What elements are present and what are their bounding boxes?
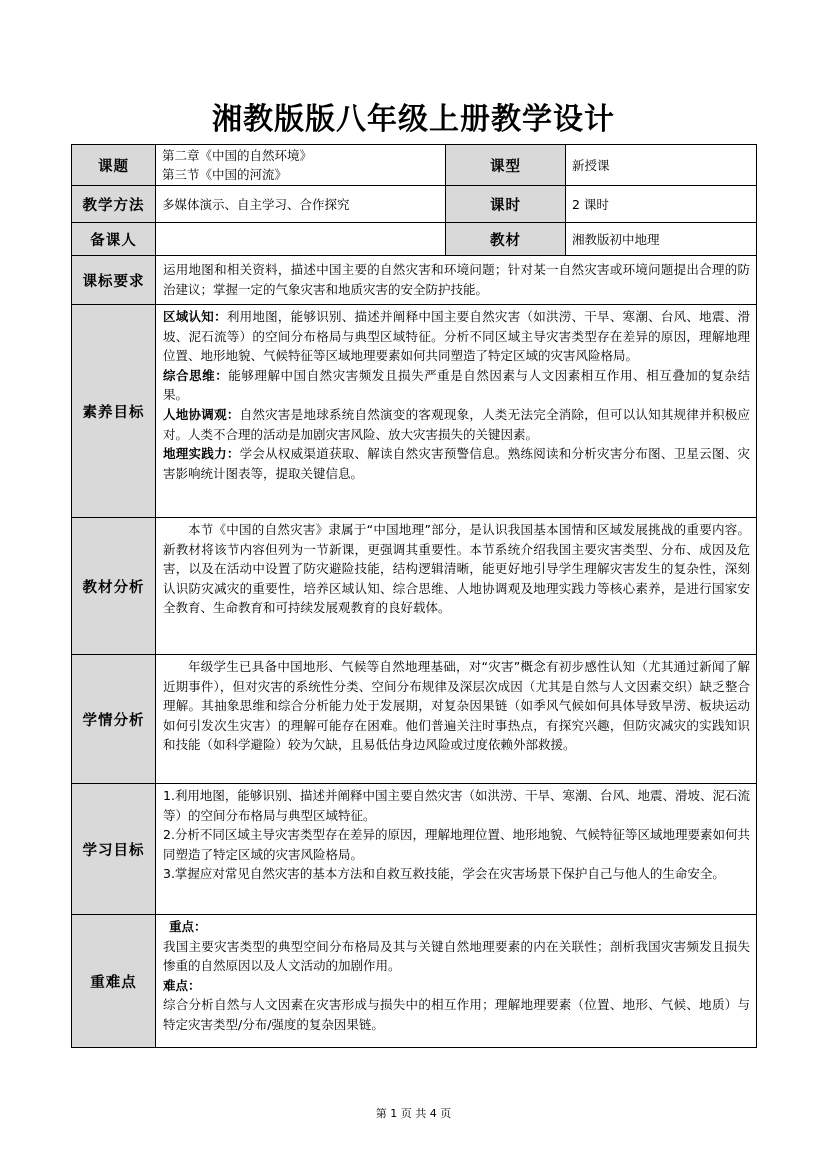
method-value: 多媒体演示、自主学习、合作探究 (156, 186, 446, 223)
hours-value: 2 课时 (566, 186, 757, 223)
literacy-item (163, 307, 750, 366)
textbook-value: 湘教版初中地理 (566, 223, 757, 256)
literacy-text: 利用地图，能够识别、描述并阐释中国主要自然灾害（如洪涝、干旱、寒潮、台风、地震、滑坡、泥石流等）的空间分布格局与典型区域特征。分析不同区域主导灾害类型存在差异的原因，理解地理位置、地形地貌、气候特征等区域地理要素如何共同塑造了特定区域的灾害风险格局。 (163, 309, 750, 364)
literacy-text: 自然灾害是地球系统自然演变的客观现象，人类无法完全消除，但可以认知其规律并积极应对。人类不合理的活动是加剧灾害风险、放大灾害损失的关键因素。 (163, 406, 750, 442)
document-title: 湘教版版八年级上册教学设计 (212, 102, 615, 137)
objective-item: 2.分析不同区域主导灾害类型存在差异的原因，理解地理位置、地形地貌、气候特征等区域地理要素如何共同塑造了特定区域的灾害风险格局。 (163, 827, 750, 862)
page-footer: 第 1 页 共 4 页 (375, 1107, 452, 1120)
key-text: 我国主要灾害类型的典型空间分布格局及其与关键自然地理要素的内在关联性；剖析我国灾害频发且损失惨重的自然原因以及人文活动的加剧作用。 (163, 938, 750, 974)
literacy-heading: 区域认知： (163, 309, 227, 324)
objective-item: 1.利用地图，能够识别、描述并阐释中国主要自然灾害（如洪涝、干旱、寒潮、台风、地震、滑坡、泥石流等）的空间分布格局与典型区域特征。 (163, 788, 750, 823)
literacy-label: 素养目标 (72, 305, 156, 518)
row-learner-analysis (72, 655, 757, 784)
topic-value (156, 145, 446, 186)
curriculum-label: 课标要求 (72, 256, 156, 305)
literacy-heading: 人地协调观： (163, 406, 240, 422)
literacy-content (156, 305, 757, 518)
literacy-item (163, 405, 750, 444)
hours-label: 课时 (446, 186, 566, 223)
row-preparer (72, 223, 757, 256)
learner-analysis-label: 学情分析 (72, 655, 156, 784)
row-key-points (72, 915, 757, 1048)
learner-analysis-text: 年级学生已具备中国地形、气候等自然地理基础，对“灾害”概念有初步感性认知（尤其通过新闻了解近期事件），但对灾害的系统性分类、空间分布规律及深层次成因（尤其是自然与人文因素交织）缺乏整合理解。其抽象思维和综合分析能力处于发展期，对复杂因果链（如季风气候如何具体导致旱涝、板块运动如何引发次生灾害）的理解可能存在困难。他们普遍关注时事热点，有探究兴趣，但防灾减灾的实践知识和技能（如科学避险）较为欠缺，且易低估身边风险或过度依赖外部救援。 (163, 659, 750, 753)
topic-section: 第三节《中国的河流》 (162, 167, 288, 182)
key-points-label: 重难点 (72, 915, 156, 1048)
topic-label: 课题 (72, 145, 156, 186)
objectives-label: 学习目标 (72, 784, 156, 915)
textbook-analysis-cell (156, 518, 757, 655)
row-topic (72, 145, 757, 186)
topic-chapter: 第二章《中国的自然环境》 (162, 148, 313, 163)
key-points-content (156, 915, 757, 1048)
type-value: 新授课 (566, 145, 757, 186)
difficult-heading: 难点： (163, 977, 201, 993)
lesson-plan-table (71, 144, 757, 1048)
learner-analysis-cell (156, 655, 757, 784)
textbook-analysis-label: 教材分析 (72, 518, 156, 655)
difficult-text: 综合分析自然与人文因素在灾害形成与损失中的相互作用；理解地理要素（位置、地形、气候、地质）与特定灾害类型/分布/强度的复杂因果链。 (163, 997, 750, 1032)
type-label: 课型 (446, 145, 566, 186)
key-heading: 重点： (169, 919, 207, 934)
row-textbook-analysis (72, 518, 757, 655)
literacy-item (163, 366, 750, 405)
row-literacy (72, 305, 757, 518)
literacy-text: 学会从权威渠道获取、解读自然灾害预警信息。熟练阅读和分析灾害分布图、卫星云图、灾害影响统计图表等，提取关键信息。 (163, 446, 750, 481)
literacy-heading: 地理实践力： (163, 446, 240, 462)
preparer-value (156, 223, 446, 256)
preparer-label: 备课人 (72, 223, 156, 256)
textbook-label: 教材 (446, 223, 566, 256)
literacy-item (163, 444, 750, 483)
textbook-analysis-text: 本节《中国的自然灾害》隶属于“中国地理”部分，是认识我国基本国情和区域发展挑战的重要内容。新教材将该节内容但列为一节新课，更强调其重要性。本节系统介绍我国主要灾害类型、分布、成因及危害，以及在活动中设置了防灾避险技能，结构逻辑清晰，能更好地引导学生理解灾害发生的复杂性，深刻认识防灾减灾的重要性，培养区域认知、综合思维、人地协调观及地理实践力等核心素养，是进行国家安全教育、生命教育和可持续发展观教育的良好载体。 (163, 522, 750, 616)
method-label: 教学方法 (72, 186, 156, 223)
literacy-text: 能够理解中国自然灾害频发且损失严重是自然因素与人文因素相互作用、相互叠加的复杂结果。 (163, 367, 750, 403)
literacy-heading: 综合思维： (163, 367, 229, 383)
curriculum-text: 运用地图和相关资料，描述中国主要的自然灾害和环境问题；针对某一自然灾害或环境问题提出合理的防治建议；掌握一定的气象灾害和地质灾害的安全防护技能。 (156, 256, 757, 305)
row-objectives (72, 784, 757, 915)
objectives-content (156, 784, 757, 915)
objective-item: 3.掌握应对常见自然灾害的基本方法和自救互救技能，学会在灾害场景下保护自己与他人的生命安全。 (163, 866, 725, 882)
row-curriculum (72, 256, 757, 305)
row-method (72, 186, 757, 223)
